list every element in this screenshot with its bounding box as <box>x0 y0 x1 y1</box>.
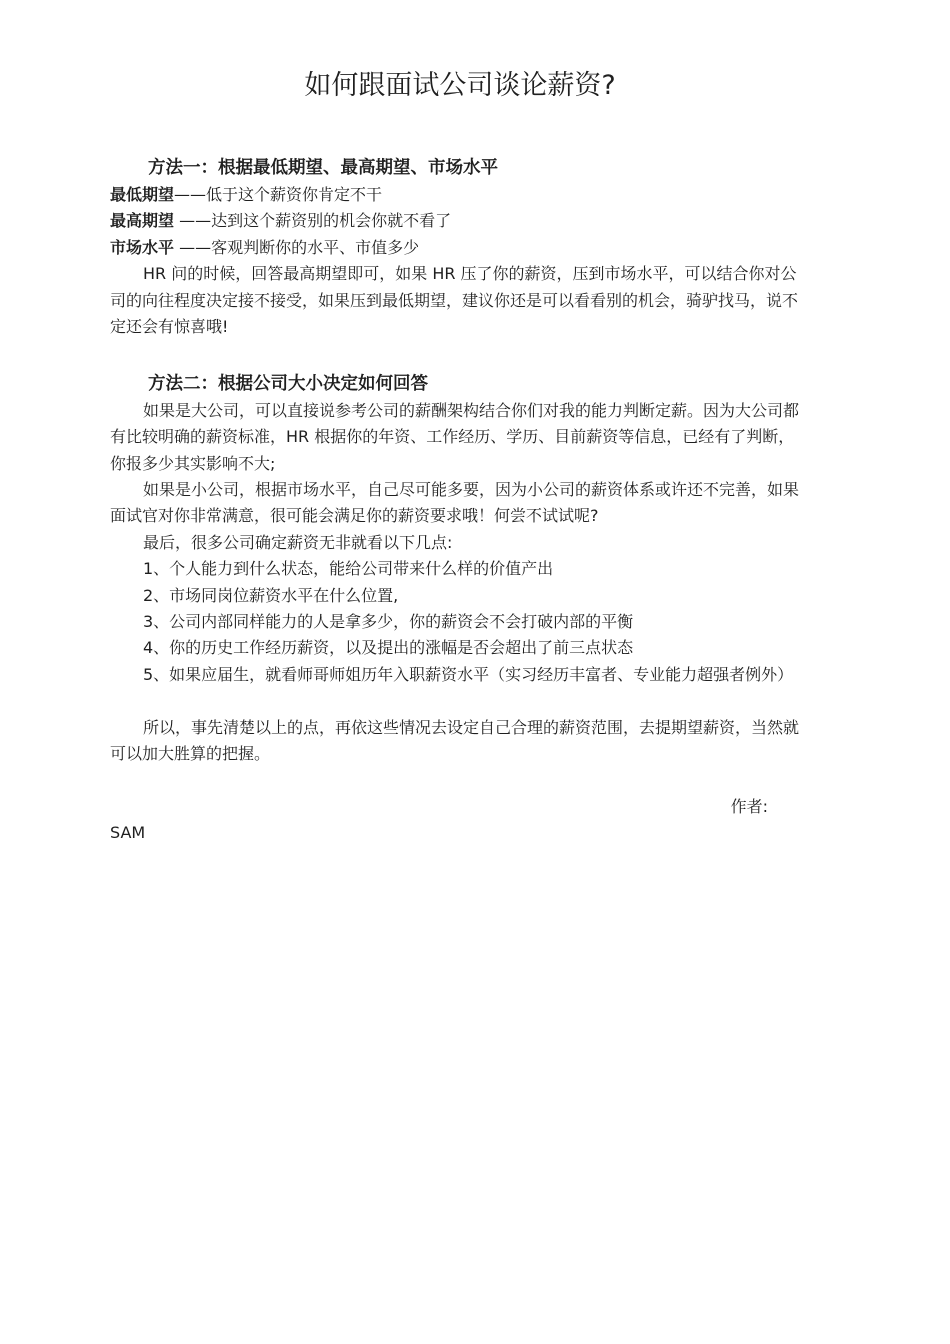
author-name: SAM <box>110 823 146 843</box>
small-company-paragraph: 如果是小公司，根据市场水平，自己尽可能多要，因为小公司的薪资体系或许还不完善，如果面试官对你非常满意，很可能会满足你的薪资要求哦！何尝不试试呢? <box>110 480 800 526</box>
definition-min-expectation <box>110 182 808 208</box>
term-label: 最高期望 <box>110 211 175 231</box>
list-item: 5、如果应届生，就看师哥师姐历年入职薪资水平（实习经历丰富者、专业能力超强者例外） <box>143 664 794 684</box>
document-body <box>110 155 808 847</box>
spacer <box>110 768 808 794</box>
method-one-paragraph: HR 问的时候，回答最高期望即可，如果 HR 压了你的薪资，压到市场水平，可以结合你对公司的向往程度决定接不接受，如果压到最低期望，建议你还是可以看看别的机会，骑驴找马，说不定还会有惊喜哦! <box>110 264 799 337</box>
term-description: ——低于这个薪资你肯定不干 <box>174 185 383 204</box>
spacer <box>110 688 808 714</box>
list-item: 4、你的历史工作经历薪资，以及提出的涨幅是否会超出了前三点状态 <box>143 638 634 658</box>
term-label: 最低期望 <box>110 185 175 204</box>
definition-max-expectation <box>110 208 808 234</box>
list-item: 3、公司内部同样能力的人是拿多少，你的薪资会不会打破内部的平衡 <box>143 612 634 632</box>
term-description: ——客观判断你的水平、市值多少 <box>174 237 420 257</box>
definition-market-level <box>110 235 808 261</box>
method-two-heading: 方法二：根据公司大小决定如何回答 <box>148 373 428 394</box>
author-label: 作者: <box>730 796 768 816</box>
spacer <box>110 340 808 366</box>
list-item: 2、市场同岗位薪资水平在什么位置, <box>143 585 399 605</box>
term-description: ——达到这个薪资别的机会你就不看了 <box>174 211 452 231</box>
conclusion-paragraph: 所以，事先清楚以上的点，再依这些情况去设定自己合理的薪资范围，去提期望薪资，当然就可以加大胜算的把握。 <box>110 717 800 764</box>
list-item: 1、个人能力到什么状态，能给公司带来什么样的价值产出 <box>143 559 554 579</box>
method-one-heading: 方法一：根据最低期望、最高期望、市场水平 <box>148 158 498 178</box>
term-label: 市场水平 <box>110 237 175 257</box>
big-company-paragraph: 如果是大公司，可以直接说参考公司的薪酬架构结合你们对我的能力判断定薪。因为大公司都有比较明确的薪资标准，HR 根据你的年资、工作经历、学历、目前薪资等信息，已经有了判断，你报多少其实影响不大; <box>110 400 800 473</box>
page-title: 如何跟面试公司谈论薪资? <box>304 70 616 101</box>
finally-paragraph: 最后，很多公司确定薪资无非就看以下几点: <box>143 532 453 552</box>
